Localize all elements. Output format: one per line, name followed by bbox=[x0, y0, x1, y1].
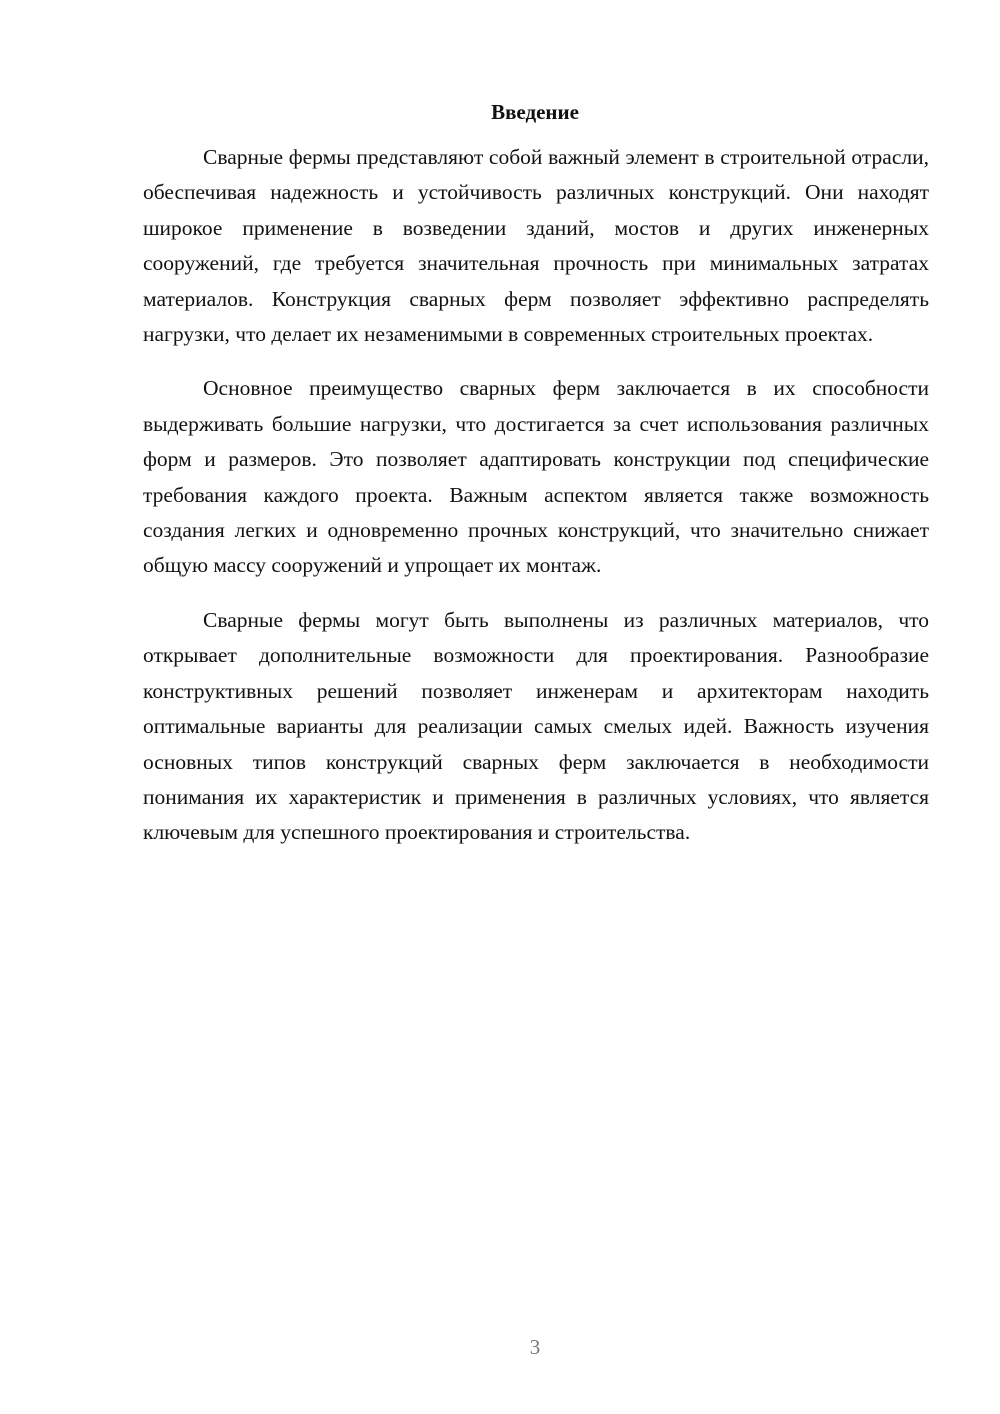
paragraph-2: Основное преимущество сварных ферм заключается в их способности выдерживать большие нагрузки, что достигается за счет использования различных форм и размеров. Это позволяет адаптировать конструкции под специфические требования каждого проекта. Важным аспектом является также возможность создания легких и одновременно прочных конструкций, что значительно снижает общую массу сооружений и упрощает их монтаж. bbox=[143, 376, 929, 578]
body-text bbox=[143, 140, 929, 870]
section-title: Введение bbox=[491, 100, 579, 124]
paragraph-1: Сварные фермы представляют собой важный элемент в строительной отрасли, обеспечивая надежность и устойчивость различных конструкций. Они находят широкое применение в возведении зданий, мостов и других инженерных сооружений, где требуется значительная прочность при минимальных затратах материалов. Конструкция сварных ферм позволяет эффективно распределять нагрузки, что делает их незаменимыми в современных строительных проектах. bbox=[143, 145, 929, 347]
paragraph-3: Сварные фермы могут быть выполнены из различных материалов, что открывает дополнительные возможности для проектирования. Разнообразие конструктивных решений позволяет инженерам и архитекторам находить оптимальные варианты для реализации самых смелых идей. Важность изучения основных типов конструкций сварных ферм заключается в необходимости понимания их характеристик и применения в различных условиях, что является ключевым для успешного проектирования и строительства. bbox=[143, 607, 929, 845]
page-number: 3 bbox=[529, 1335, 541, 1359]
